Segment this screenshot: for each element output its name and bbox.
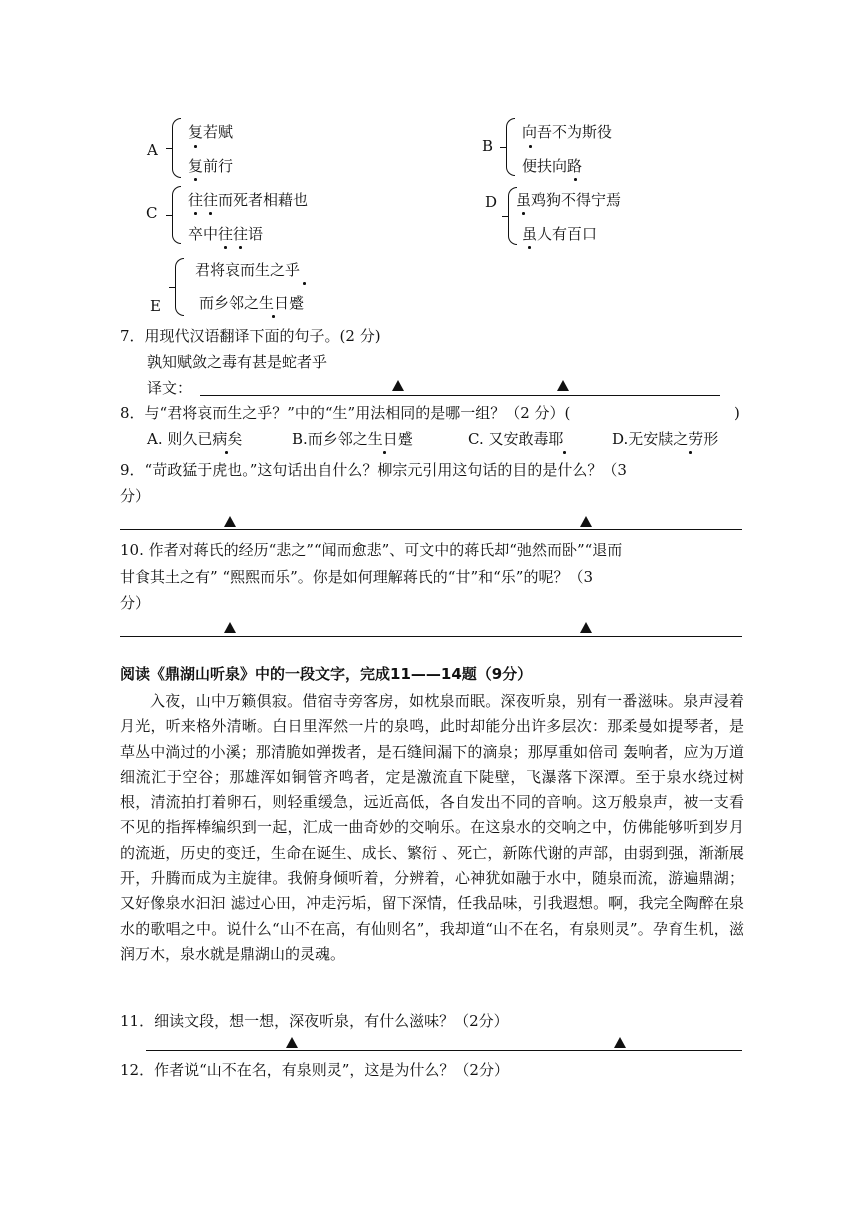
option-e-line2: 而乡邻之生日蹙 [199,294,305,312]
answer-mark [392,380,404,391]
question-7-label: 译文： [147,379,193,397]
option-b-line1: 向吾不为斯役 [522,123,613,141]
question-7-prompt: 7．用现代汉语翻译下面的句子。(2 分) [120,327,381,345]
answer-line [146,1050,742,1051]
option-a-line1: 复若赋 [188,123,234,141]
emphasis-dot [383,451,386,454]
option-c-letter: C [146,204,158,222]
emphasis-dot [574,178,577,181]
question-8-close-paren: ) [734,404,740,422]
option-a-brace [172,118,181,178]
option-e-line1: 君将哀而生之乎 [195,261,301,279]
question-8-option-c: C. 又安敢毒耶 [468,430,564,448]
answer-line [120,529,742,530]
option-d-letter: D [485,193,498,211]
emphasis-dot [272,315,275,318]
emphasis-dot [225,451,228,454]
reading-heading: 阅读《鼎湖山听泉》中的一段文字，完成11——14题（9分） [120,665,533,683]
answer-mark [224,516,236,527]
question-11-prompt: 11．细读文段，想一想，深夜听泉，有什么滋味？（2分） [120,1012,509,1030]
answer-line [120,636,742,637]
option-c-line1: 往往而死者相藉也 [188,191,309,209]
option-d-line1: 虽鸡狗不得宁焉 [516,191,622,209]
option-b-brace [506,118,515,176]
option-b-line2: 便扶向路 [522,157,583,175]
option-c-brace [172,186,181,244]
question-8-option-b: B.而乡邻之生日蹙 [292,430,413,448]
emphasis-dot [528,246,531,249]
answer-mark [557,380,569,391]
emphasis-dot [522,212,525,215]
emphasis-dot [194,212,197,215]
question-9-line2: 分） [120,487,151,505]
emphasis-dot [194,145,197,148]
reading-passage: 入夜，山中万籁俱寂。借宿寺旁客房，如枕泉而眠。深夜听泉，别有一番滋味。泉声浸着月光，听来格外清晰。白日里浑然一片的泉鸣，此时却能分出许多层次：那柔曼如提琴者，是草丛中淌过的小溪；那清脆如弹拨者，是石缝间漏下的滴泉；那厚重如倍司 轰响者，应为万道细流汇于空谷；那雄浑如铜管齐鸣者，定是激流直下陡壁，飞瀑落下深潭。至于泉水绕过树根，清流拍打着卵石，则轻重缓急，远近高低，各自发出不同的音响。这万般泉声，被一支看不见的指挥棒编织到一起，汇成一曲奇妙的交响乐。在这泉水的交响之中，仿佛能够听到岁月的流逝，历史的变迁，生命在诞生、成长、繁衍 、死亡，新陈代谢的声部，由弱到强，渐渐展开，升腾而成为主旋律。我俯身倾听着，分辨着，心神犹如融于水中，随泉而流，游遍鼎湖；又好像泉水汩汩 滤过心田，冲走污垢，留下深情，任我品味，引我遐想。啊，我完全陶醉在泉水的歌唱之中。说什么“山不在高，有仙则名”，我却道“山不在名，有泉则灵”。孕育生机，滋润万木，泉水就是鼎湖山的灵魂。 [120,692,744,963]
emphasis-dot [224,246,227,249]
option-e-brace [175,258,184,316]
option-a-letter: A [147,141,158,159]
question-10-line1: 10. 作者对蒋氏的经历“悲之”“闻而愈悲”、可文中的蒋氏却“弛然而卧”“退而 [120,541,623,559]
question-8-option-d: D.无安牍之劳形 [612,430,719,448]
answer-mark [286,1037,298,1048]
answer-mark [614,1037,626,1048]
question-9-line1: 9．“苛政猛于虎也。”这句话出自什么？柳宗元引用这句话的目的是什么？（3 [120,461,627,479]
emphasis-dot [239,246,242,249]
question-7-sentence: 孰知赋敛之毒有甚是蛇者乎 [147,353,328,371]
option-c-line2: 卒中往往语 [188,225,264,243]
option-b-letter: B [482,137,494,155]
option-e-letter: E [150,297,161,315]
question-8-option-a: A. 则久已病矣 [147,430,243,448]
question-10-line2: 甘食其土之有” “熙熙而乐”。你是如何理解蒋氏的“甘”和“乐”的呢？（3 [120,568,593,586]
option-a-line2: 复前行 [188,157,234,175]
emphasis-dot [689,451,692,454]
emphasis-dot [529,145,532,148]
question-12-prompt: 12．作者说“山不在名，有泉则灵”，这是为什么？（2分） [120,1061,509,1079]
emphasis-dot [303,282,306,285]
answer-mark [580,622,592,633]
emphasis-dot [194,178,197,181]
option-d-line2: 虽人有百口 [522,225,598,243]
question-10-line3: 分） [120,594,151,612]
answer-line [200,395,720,396]
emphasis-dot [209,212,212,215]
emphasis-dot [563,451,566,454]
answer-mark [224,622,236,633]
answer-mark [580,516,592,527]
question-8-prompt: 8．与“君将哀而生之乎？”中的“生”用法相同的是哪一组？（2 分）( [120,404,571,422]
